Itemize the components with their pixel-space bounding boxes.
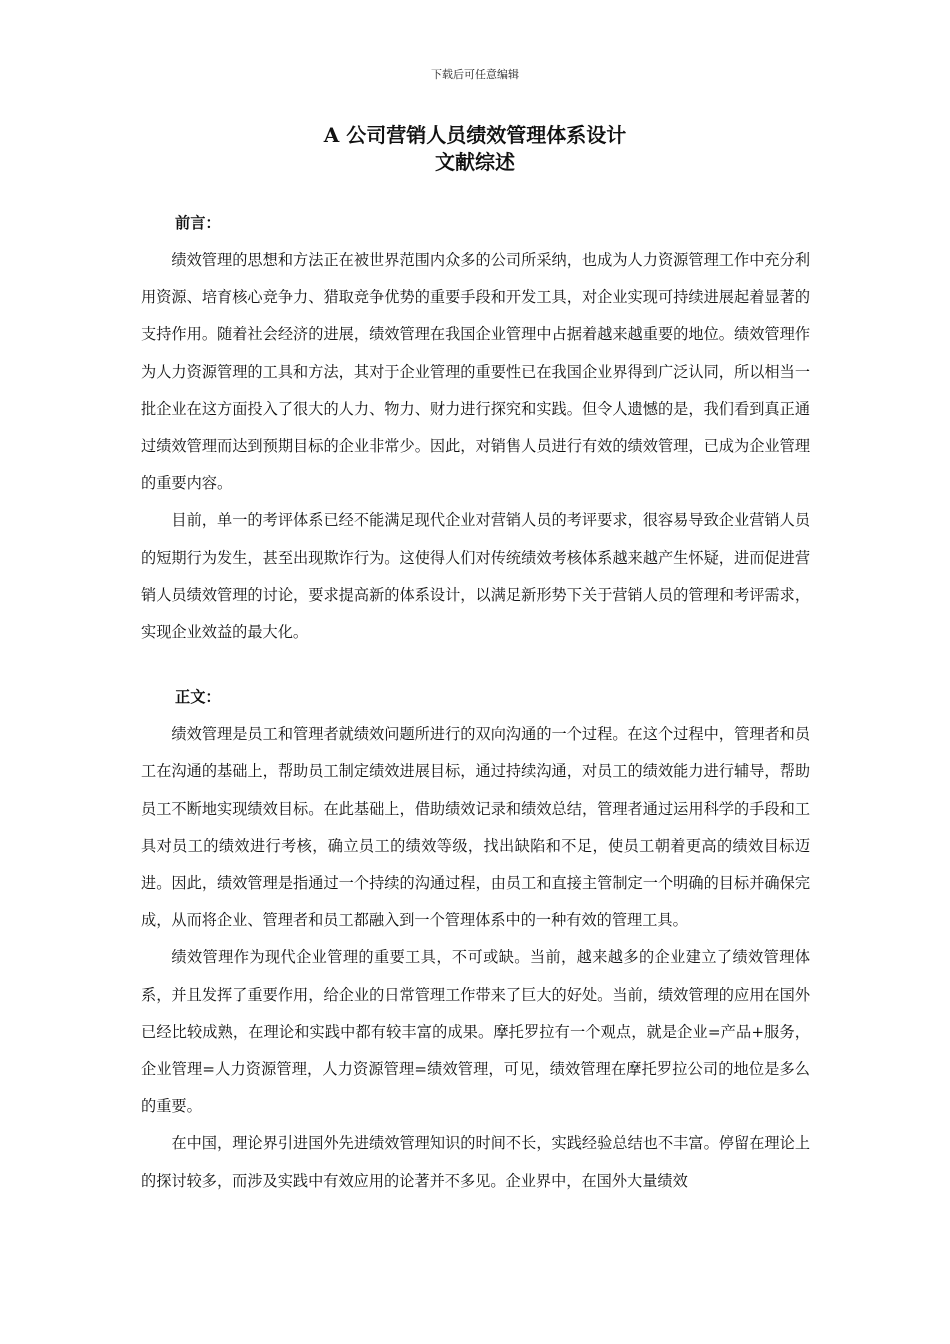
body-paragraph-3: 在中国，理论界引进国外先进绩效管理知识的时间不长，实践经验总结也不丰富。停留在理论上的探讨较多，而涉及实践中有效应用的论著并不多见。企业界中，在国外大量绩效 bbox=[141, 1134, 810, 1190]
document-body bbox=[141, 211, 810, 1200]
document-title-line-2: 文献综述 bbox=[435, 150, 515, 174]
body-heading: 正文： bbox=[175, 688, 221, 707]
page-header-note: 下载后可任意编辑 bbox=[431, 68, 519, 81]
preface-paragraph-1: 绩效管理的思想和方法正在被世界范围内众多的公司所采纳，也成为人力资源管理工作中充分利用资源、培育核心竞争力、猎取竞争优势的重要手段和开发工具，对企业实现可持续进展起着显著的支持作用。随着社会经济的进展，绩效管理在我国企业管理中占据着越来越重要的地位。绩效管理作为人力资源管理的工具和方法，其对于企业管理的重要性已在我国企业界得到广泛认同，所以相当一批企业在这方面投入了很大的人力、物力、财力进行探究和实践。但令人遗憾的是，我们看到真正通过绩效管理而达到预期目标的企业非常少。因此，对销售人员进行有效的绩效管理，已成为企业管理的重要内容。 bbox=[141, 251, 810, 493]
document-title bbox=[0, 122, 950, 176]
document-title-line-1: A 公司营销人员绩效管理体系设计 bbox=[323, 123, 627, 147]
section-spacer bbox=[141, 651, 810, 685]
preface-paragraph-2: 目前，单一的考评体系已经不能满足现代企业对营销人员的考评要求，很容易导致企业营销人员的短期行为发生，甚至出现欺诈行为。这使得人们对传统绩效考核体系越来越产生怀疑，进而促进营销人员绩效管理的讨论，要求提高新的体系设计，以满足新形势下关于营销人员的管理和考评需求，实现企业效益的最大化。 bbox=[141, 511, 810, 642]
preface-heading: 前言： bbox=[175, 214, 221, 232]
body-paragraph-1: 绩效管理是员工和管理者就绩效问题所进行的双向沟通的一个过程。在这个过程中，管理者和员工在沟通的基础上，帮助员工制定绩效进展目标，通过持续沟通，对员工的绩效能力进行辅导，帮助员工不断地实现绩效目标。在此基础上，借助绩效记录和绩效总结，管理者通过运用科学的手段和工具对员工的绩效进行考核，确立员工的绩效等级，找出缺陷和不足，使员工朝着更高的绩效目标迈进。因此，绩效管理是指通过一个持续的沟通过程，由员工和直接主管制定一个明确的目标并确保完成，从而将企业、管理者和员工都融入到一个管理体系中的一种有效的管理工具。 bbox=[141, 725, 810, 930]
body-paragraph-2: 绩效管理作为现代企业管理的重要工具，不可或缺。当前，越来越多的企业建立了绩效管理体系，并且发挥了重要作用，给企业的日常管理工作带来了巨大的好处。当前，绩效管理的应用在国外已经比较成熟，在理论和实践中都有较丰富的成果。摩托罗拉有一个观点，就是企业=产品+服务，企业管理=人力资源管理，人力资源管理=绩效管理，可见，绩效管理在摩托罗拉公司的地位是多么的重要。 bbox=[141, 948, 810, 1116]
